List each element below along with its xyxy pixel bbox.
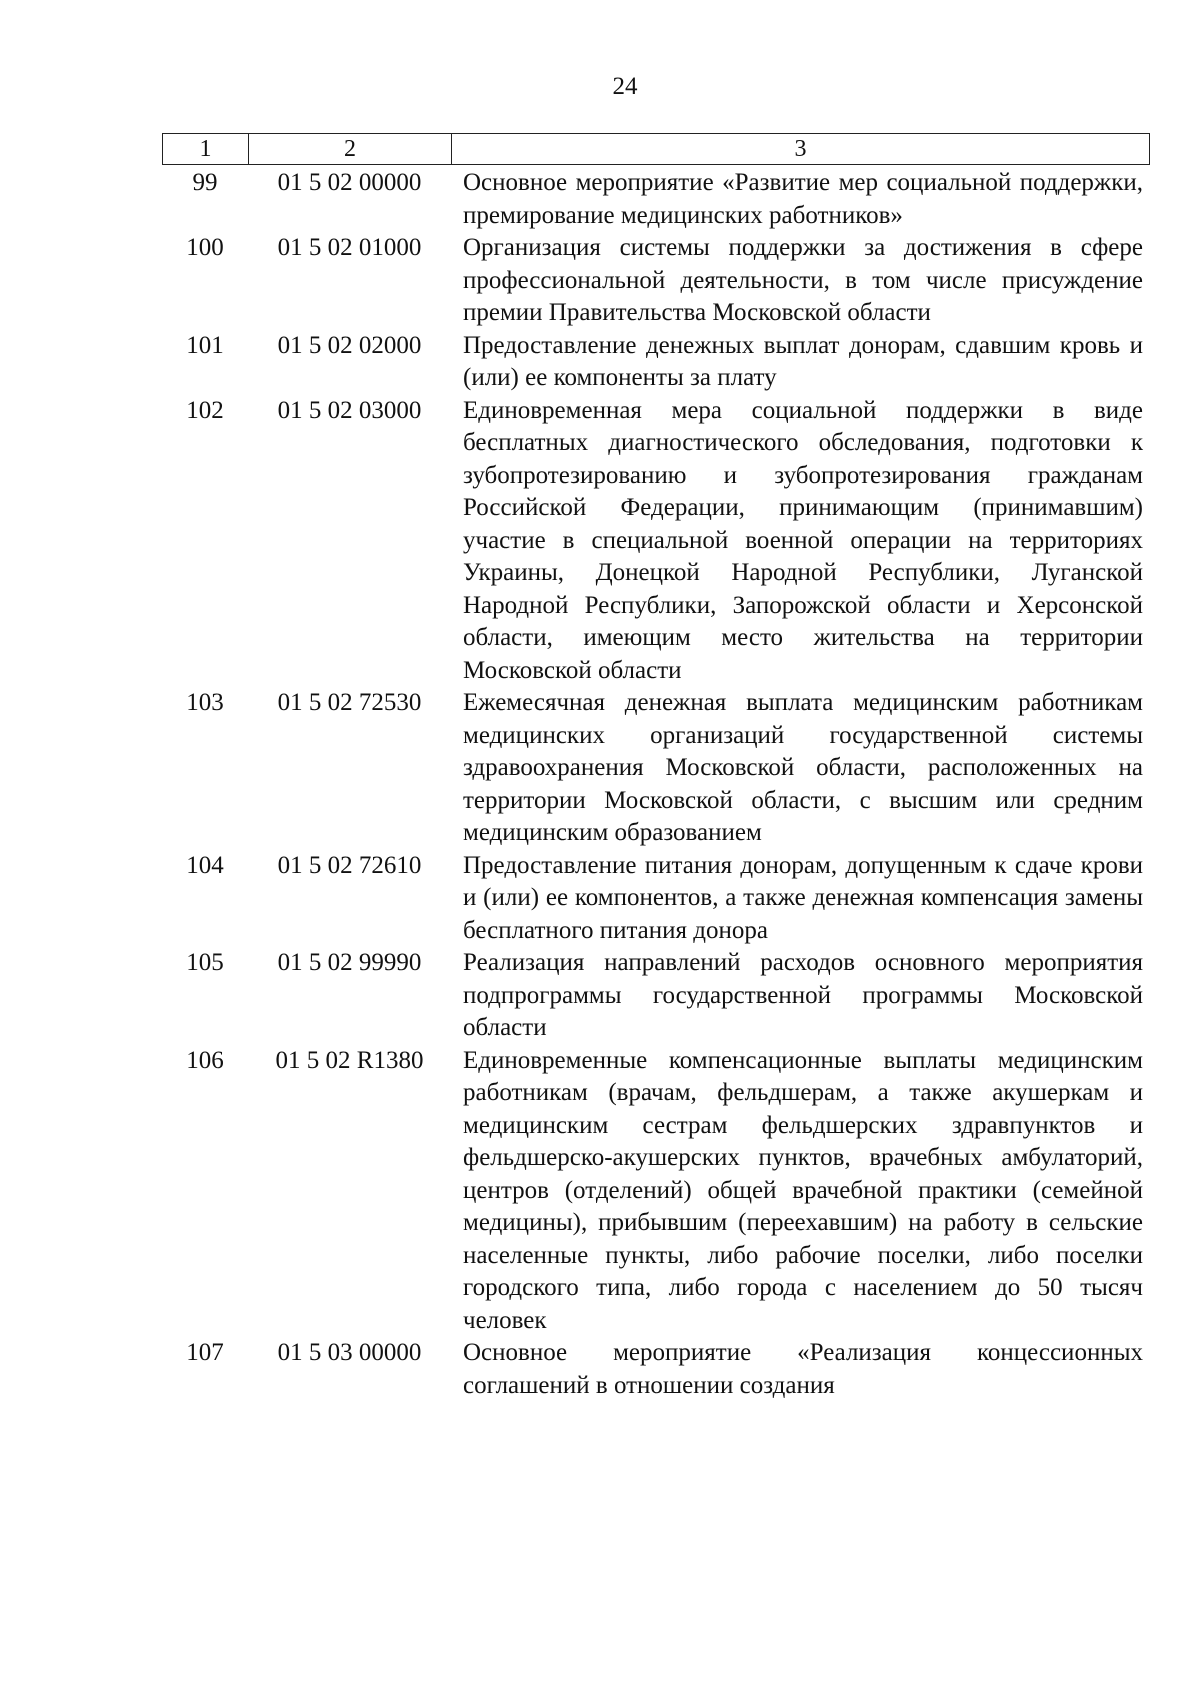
row-number: 101 [186, 331, 224, 359]
row-description: Организация системы поддержки за достижения в сфере профессиональной деятельности, в том числе присуждение премии Правительства Московской области [463, 234, 1143, 326]
row-number: 107 [186, 1339, 224, 1366]
row-description: Реализация направлений расходов основного мероприятия подпрограммы государственной программы Московской области [463, 949, 1143, 1041]
row-code: 01 5 02 99990 [277, 949, 422, 976]
table-row [162, 1337, 1150, 1402]
row-description: Единовременная мера социальной поддержки в виде бесплатных диагностического обследования, подготовки к зубопротезированию и зубопротезирования гражданам Российской Федерации, принимающим (принимавшим) участие в специальной военной операции на территориях Украины, Донецкой Народной Республики, Луганской Народной Республики, Запорожской области и Херсонской области, имеющим место жительства на территории Московской области [463, 396, 1143, 684]
row-number: 100 [186, 234, 224, 261]
row-description: Единовременные компенсационные выплаты медицинским работникам (врачам, фельдшерам, а также акушеркам и медицинским сестрам фельдшерских здравпунктов и фельдшерско-акушерских пунктов, врачебных амбулаторий, центров (отделений) общей врачебной практики (семейной медицины), прибывшим (переехавшим) на работу в сельские населенные пункты, либо рабочие поселки, либо поселки городского типа, либо города с населением до 50 тысяч человек [463, 1046, 1143, 1334]
column-header-1: 1 [163, 134, 249, 164]
row-number: 99 [192, 169, 218, 196]
table-row [162, 167, 1150, 232]
row-code: 01 5 02 00000 [277, 169, 422, 196]
table-row [162, 232, 1150, 330]
row-code: 01 5 02 R1380 [275, 1046, 424, 1074]
row-description: Основное мероприятие «Развитие мер социальной поддержки, премирование медицинских работников» [463, 169, 1143, 229]
row-number: 105 [186, 949, 224, 976]
row-code: 01 5 02 03000 [277, 396, 422, 424]
row-description: Ежемесячная денежная выплата медицинским работникам медицинских организаций государственной системы здравоохранения Московской области, расположенных на территории Московской области, с высшим или средним медицинским образованием [463, 689, 1143, 846]
row-number: 104 [186, 851, 224, 879]
column-header-3: 3 [794, 136, 807, 162]
column-header-2: 2 [249, 134, 452, 164]
row-description: Предоставление питания донорам, допущенным к сдаче крови и (или) ее компонентов, а также денежная компенсация замены бесплатного питания донора [463, 851, 1143, 944]
row-code: 01 5 02 72530 [277, 689, 422, 716]
row-code: 01 5 03 00000 [277, 1339, 422, 1366]
table-row [162, 687, 1150, 850]
row-description: Основное мероприятие «Реализация концессионных соглашений в отношении создания [463, 1339, 1143, 1399]
table-row [162, 850, 1150, 948]
row-code: 01 5 02 72610 [277, 851, 422, 879]
row-code: 01 5 02 01000 [277, 234, 422, 261]
page-number: 24 [612, 73, 638, 100]
row-number: 106 [186, 1046, 224, 1074]
table-row [162, 395, 1150, 688]
table-row [162, 947, 1150, 1045]
table-header [162, 133, 1150, 165]
row-number: 103 [186, 689, 224, 716]
table-row [162, 1045, 1150, 1338]
row-number: 102 [186, 396, 224, 424]
table-body [162, 167, 1150, 1402]
row-code: 01 5 02 02000 [277, 331, 422, 359]
table-row [162, 330, 1150, 395]
row-description: Предоставление денежных выплат донорам, сдавшим кровь и (или) ее компоненты за плату [463, 331, 1143, 391]
